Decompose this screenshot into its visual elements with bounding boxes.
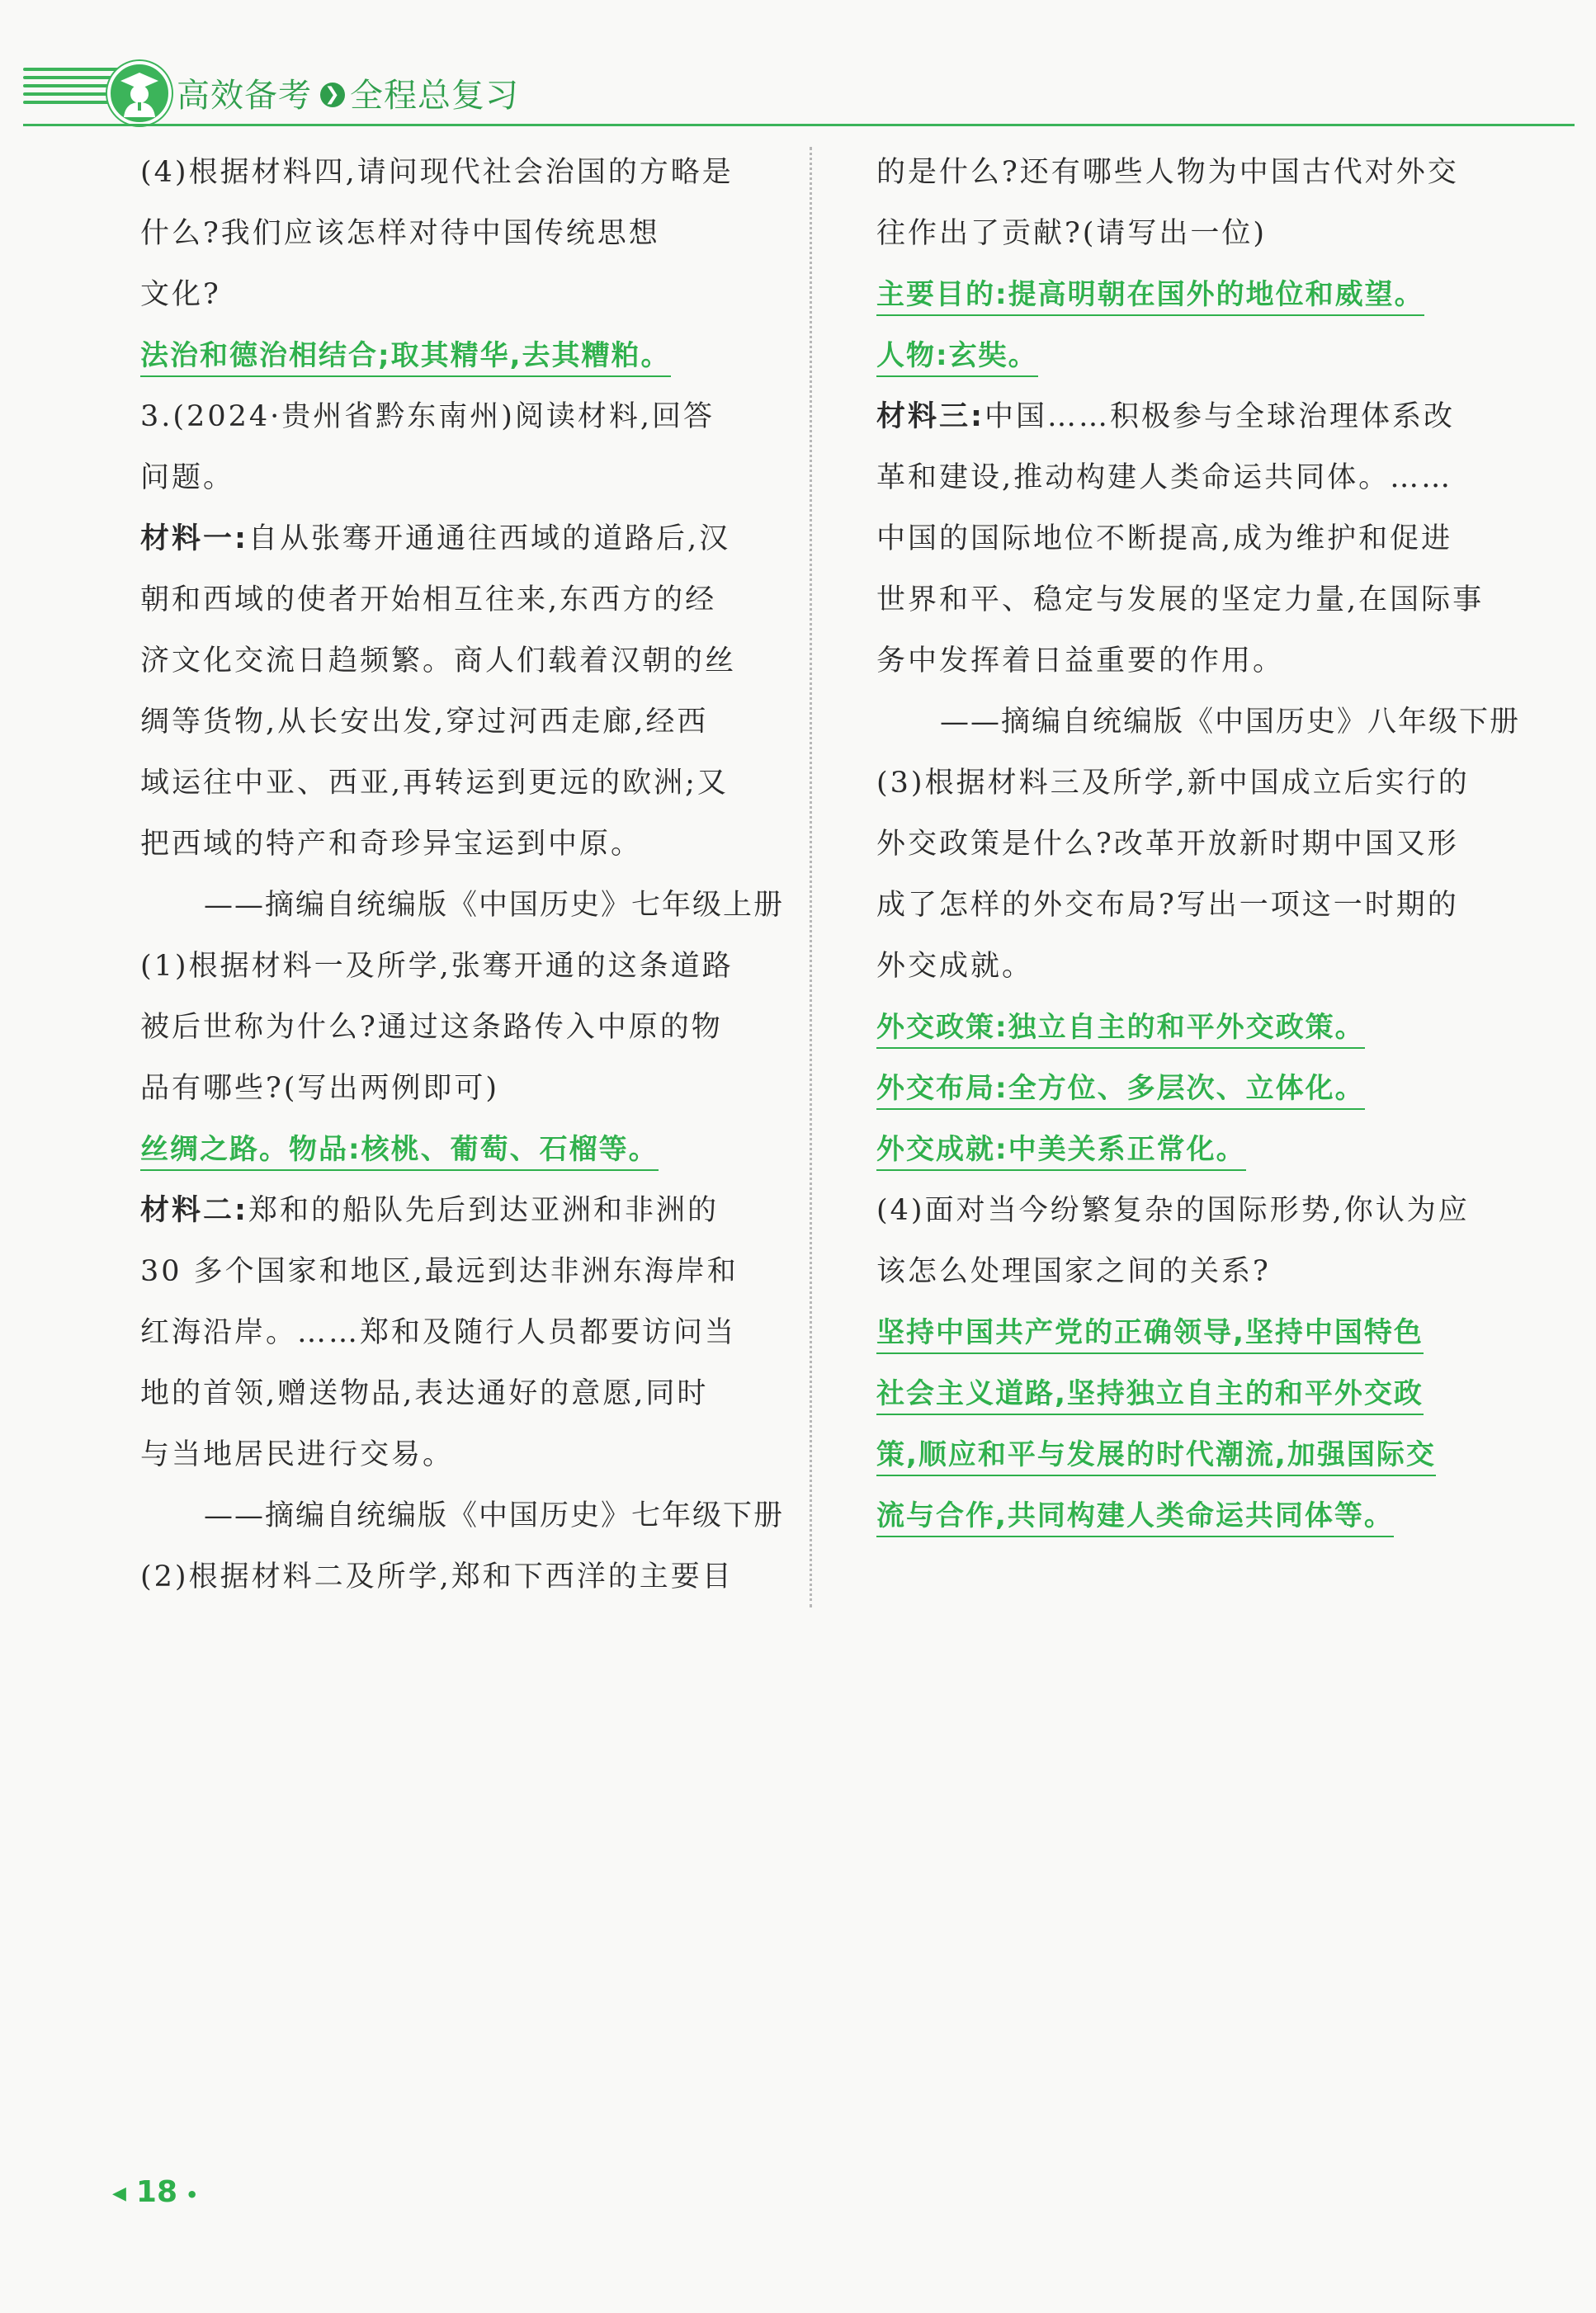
material-label: 材料一: <box>140 522 248 555</box>
question-text: (1)根据材料一及所学,张骞开通的这条道路 <box>140 950 734 983</box>
arrow-right-icon: ❯ <box>320 83 345 107</box>
answer-text <box>876 1485 1520 1546</box>
answer-underline: 流与合作,共同构建人类命运共同体等。 <box>876 1499 1394 1537</box>
answer-underline: 法治和德治相结合;取其精华,去其糟粕。 <box>140 339 671 377</box>
answer-text <box>876 1302 1520 1363</box>
answer-text <box>876 997 1520 1058</box>
answer-underline: 外交布局:全方位、多层次、立体化。 <box>876 1072 1365 1110</box>
answer-text <box>876 1058 1520 1119</box>
answer-underline: 社会主义道路,坚持独立自主的和平外交政 <box>876 1377 1424 1415</box>
material-text: 济文化交流日趋频繁。商人们载着汉朝的丝 <box>140 644 737 677</box>
answer-text <box>140 1119 784 1180</box>
question-text: 什么?我们应该怎样对待中国传统思想 <box>140 217 660 250</box>
material-source: ——摘编自统编版《中国历史》七年级上册 <box>203 889 784 922</box>
question-text: (3)根据材料三及所学,新中国成立后实行的 <box>876 767 1470 800</box>
question-text: 往作出了贡献?(请写出一位) <box>876 217 1268 250</box>
header-title-part2: 全程总复习 <box>350 77 519 115</box>
material-text: 革和建设,推动构建人类命运共同体。…… <box>876 461 1453 494</box>
material-text: 把西域的特产和奇珍异宝运到中原。 <box>140 828 643 861</box>
material-text: 红海沿岸。……郑和及随行人员都要访问当 <box>140 1316 737 1349</box>
material-text: 务中发挥着日益重要的作用。 <box>876 644 1285 677</box>
header-title <box>177 69 519 116</box>
answer-underline: 外交政策:独立自主的和平外交政策。 <box>876 1011 1365 1049</box>
material-label: 材料二: <box>140 1194 248 1227</box>
material-source: ——摘编自统编版《中国历史》八年级下册 <box>939 706 1520 739</box>
material-text: 材料三:中国……积极参与全球治理体系改 <box>876 400 1456 433</box>
answer-underline: 主要目的:提高明朝在国外的地位和威望。 <box>876 278 1424 316</box>
material-text: 朝和西域的使者开始相互往来,东西方的经 <box>140 583 717 616</box>
left-column <box>140 142 784 1607</box>
question-text: 品有哪些?(写出两例即可) <box>140 1072 500 1105</box>
question-text: 外交成就。 <box>876 950 1034 983</box>
material-text: 世界和平、稳定与发展的坚定力量,在国际事 <box>876 583 1485 616</box>
triangle-left-icon: ◀ <box>112 2183 126 2204</box>
right-column <box>876 142 1520 1546</box>
dot-icon: • <box>186 2183 199 2207</box>
header <box>23 56 1575 130</box>
header-divider <box>23 124 1575 126</box>
question-text: (2)根据材料二及所学,郑和下西洋的主要目 <box>140 1560 734 1593</box>
question-text: 外交政策是什么?改革开放新时期中国又形 <box>876 828 1459 861</box>
column-divider <box>810 147 812 1607</box>
material-text: 30 多个国家和地区,最远到达非洲东海岸和 <box>140 1255 739 1288</box>
material-label: 材料三: <box>876 400 985 433</box>
answer-text <box>876 325 1520 386</box>
material-source: ——摘编自统编版《中国历史》七年级下册 <box>203 1499 784 1532</box>
answer-text <box>876 1119 1520 1180</box>
answer-text <box>876 1363 1520 1424</box>
question-text: 的是什么?还有哪些人物为中国古代对外交 <box>876 156 1459 189</box>
question-text: 成了怎样的外交布局?写出一项这一时期的 <box>876 889 1459 922</box>
page-number-value: 18 <box>135 2175 178 2209</box>
material-text: 中国的国际地位不断提高,成为维护和促进 <box>876 522 1453 555</box>
answer-underline: 人物:玄奘。 <box>876 339 1038 377</box>
student-avatar-icon <box>107 61 172 125</box>
material-text: 材料一:自从张骞开通通往西域的道路后,汉 <box>140 522 731 555</box>
material-text: 绸等货物,从长安出发,穿过河西走廊,经西 <box>140 706 709 739</box>
question-text: (4)面对当今纷繁复杂的国际形势,你认为应 <box>876 1194 1470 1227</box>
material-text: 与当地居民进行交易。 <box>140 1438 455 1471</box>
answer-text <box>876 1424 1520 1485</box>
answer-text <box>140 325 784 386</box>
question-text: 该怎么处理国家之间的关系? <box>876 1255 1271 1288</box>
header-title-part1: 高效备考 <box>177 77 312 115</box>
answer-underline: 外交成就:中美关系正常化。 <box>876 1133 1246 1171</box>
question-header: 3.(2024·贵州省黔东南州)阅读材料,回答 <box>140 400 715 433</box>
answer-underline: 丝绸之路。物品:核桃、葡萄、石榴等。 <box>140 1133 659 1171</box>
answer-text <box>876 264 1520 325</box>
question-text: 文化? <box>140 278 221 311</box>
question-text: 被后世称为什么?通过这条路传入中原的物 <box>140 1011 723 1044</box>
material-text: 材料二:郑和的船队先后到达亚洲和非洲的 <box>140 1194 720 1227</box>
answer-underline: 策,顺应和平与发展的时代潮流,加强国际交 <box>876 1438 1436 1476</box>
material-text: 域运往中亚、西亚,再转运到更远的欧洲;又 <box>140 767 729 800</box>
material-text: 地的首领,赠送物品,表达通好的意愿,同时 <box>140 1377 709 1410</box>
page-number <box>112 2175 198 2209</box>
question-text: (4)根据材料四,请问现代社会治国的方略是 <box>140 156 734 189</box>
answer-underline: 坚持中国共产党的正确领导,坚持中国特色 <box>876 1316 1424 1354</box>
question-header: 问题。 <box>140 461 235 494</box>
